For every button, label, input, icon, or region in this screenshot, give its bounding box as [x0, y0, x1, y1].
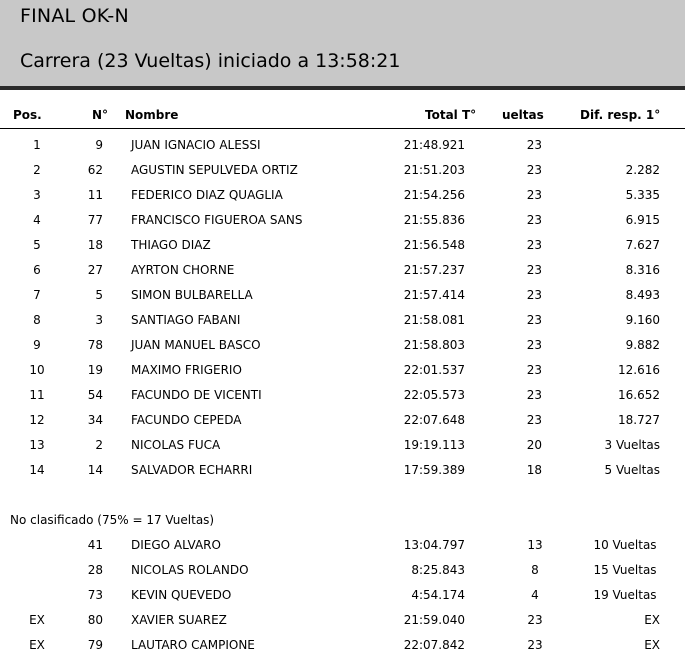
table-row — [0, 263, 685, 288]
table-row — [0, 188, 685, 213]
cell-position: 11 — [29, 388, 45, 402]
cell-laps: 23 — [526, 413, 542, 427]
cell-position: 3 — [33, 188, 41, 202]
cell-driver-name: JUAN MANUEL BASCO — [131, 338, 261, 352]
cell-laps: 23 — [527, 613, 543, 627]
cell-laps: 20 — [526, 438, 542, 452]
cell-total-time: 21:55.836 — [403, 213, 465, 227]
cell-total-time: 4:54.174 — [411, 588, 465, 602]
cell-number: 2 — [95, 438, 103, 452]
cell-laps: 4 — [531, 588, 539, 602]
page-title: FINAL OK-N — [20, 5, 129, 27]
table-row — [0, 338, 685, 363]
cell-laps: 13 — [527, 538, 543, 552]
cell-position: 9 — [33, 338, 41, 352]
cell-position: 5 — [33, 238, 41, 252]
table-row — [0, 363, 685, 388]
cell-laps: 23 — [527, 638, 543, 652]
cell-laps: 23 — [526, 213, 542, 227]
cell-driver-name: SIMON BULBARELLA — [131, 288, 253, 302]
cell-laps: 18 — [526, 463, 542, 477]
cell-driver-name: DIEGO ALVARO — [131, 538, 221, 552]
cell-number: 77 — [87, 213, 103, 227]
table-row — [0, 138, 685, 163]
cell-laps: 23 — [526, 238, 542, 252]
cell-driver-name: LAUTARO CAMPIONE — [131, 638, 255, 652]
cell-number: 41 — [87, 538, 103, 552]
cell-number: 54 — [87, 388, 103, 402]
table-row — [0, 213, 685, 238]
col-diff: Dif. resp. 1° — [580, 108, 661, 122]
cell-total-time: 22:01.537 — [403, 363, 465, 377]
table-row — [0, 463, 685, 488]
col-pos: Pos. — [13, 108, 42, 122]
report-header — [0, 0, 685, 86]
table-row — [0, 163, 685, 188]
cell-laps: 23 — [526, 288, 542, 302]
col-laps: ueltas — [502, 108, 544, 122]
cell-number: 79 — [87, 638, 103, 652]
cell-difference: 18.727 — [618, 413, 660, 427]
cell-number: 18 — [87, 238, 103, 252]
cell-position: 8 — [33, 313, 41, 327]
cell-difference: 16.652 — [618, 388, 660, 402]
cell-laps: 23 — [526, 188, 542, 202]
cell-difference: 3 Vueltas — [604, 438, 660, 452]
unclassified-note: No clasificado (75% = 17 Vueltas) — [10, 513, 215, 527]
cell-total-time: 22:05.573 — [403, 388, 465, 402]
cell-total-time: 21:57.414 — [403, 288, 465, 302]
cell-difference: 5 Vueltas — [604, 463, 660, 477]
cell-number: 73 — [87, 588, 103, 602]
cell-laps: 23 — [526, 313, 542, 327]
table-row — [0, 563, 685, 588]
cell-laps: 8 — [531, 563, 539, 577]
cell-total-time: 21:59.040 — [403, 613, 465, 627]
cell-position: 4 — [33, 213, 41, 227]
cell-total-time: 17:59.389 — [403, 463, 465, 477]
table-row — [0, 638, 685, 663]
cell-total-time: 21:51.203 — [403, 163, 465, 177]
cell-number: 34 — [87, 413, 103, 427]
cell-difference: 9.882 — [625, 338, 660, 352]
cell-driver-name: XAVIER SUAREZ — [131, 613, 227, 627]
cell-driver-name: NICOLAS ROLANDO — [131, 563, 249, 577]
cell-total-time: 22:07.648 — [403, 413, 465, 427]
col-total: Total T° — [425, 108, 477, 122]
cell-difference: 2.282 — [625, 163, 660, 177]
cell-position: 6 — [33, 263, 41, 277]
cell-difference: EX — [644, 638, 660, 652]
cell-total-time: 21:48.921 — [403, 138, 465, 152]
cell-driver-name: KEVIN QUEVEDO — [131, 588, 232, 602]
cell-total-time: 19:19.113 — [403, 438, 465, 452]
cell-number: 78 — [87, 338, 103, 352]
table-row — [0, 613, 685, 638]
cell-driver-name: FACUNDO DE VICENTI — [131, 388, 262, 402]
cell-difference: EX — [644, 613, 660, 627]
table-row — [0, 313, 685, 338]
cell-laps: 23 — [526, 163, 542, 177]
cell-driver-name: FEDERICO DIAZ QUAGLIA — [131, 188, 283, 202]
cell-laps: 23 — [526, 138, 542, 152]
col-num: N° — [92, 108, 109, 122]
cell-total-time: 22:07.842 — [403, 638, 465, 652]
cell-position: 12 — [29, 413, 45, 427]
cell-number: 14 — [87, 463, 103, 477]
cell-number: 3 — [95, 313, 103, 327]
cell-difference: 5.335 — [625, 188, 660, 202]
cell-number: 27 — [87, 263, 103, 277]
cell-position: EX — [29, 613, 45, 627]
cell-difference: 15 Vueltas — [593, 563, 657, 577]
cell-total-time: 21:58.081 — [403, 313, 465, 327]
table-row — [0, 238, 685, 263]
header-divider — [0, 86, 685, 90]
cell-total-time: 21:56.548 — [403, 238, 465, 252]
cell-position: 14 — [29, 463, 45, 477]
table-row — [0, 538, 685, 563]
table-row — [0, 413, 685, 438]
cell-position: 10 — [29, 363, 45, 377]
cell-difference: 7.627 — [625, 238, 660, 252]
cell-difference: 6.915 — [625, 213, 660, 227]
cell-laps: 23 — [526, 363, 542, 377]
cell-driver-name: FACUNDO CEPEDA — [131, 413, 242, 427]
cell-total-time: 21:54.256 — [403, 188, 465, 202]
table-row — [0, 438, 685, 463]
cell-driver-name: SALVADOR ECHARRI — [131, 463, 253, 477]
cell-number: 19 — [87, 363, 103, 377]
cell-number: 62 — [87, 163, 103, 177]
cell-driver-name: JUAN IGNACIO ALESSI — [131, 138, 261, 152]
cell-driver-name: THIAGO DIAZ — [131, 238, 211, 252]
cell-driver-name: AGUSTIN SEPULVEDA ORTIZ — [131, 163, 298, 177]
cell-laps: 23 — [526, 338, 542, 352]
cell-number: 11 — [87, 188, 103, 202]
table-row — [0, 388, 685, 413]
col-name: Nombre — [125, 108, 179, 122]
cell-difference: 12.616 — [618, 363, 660, 377]
cell-number: 28 — [87, 563, 103, 577]
cell-driver-name: MAXIMO FRIGERIO — [131, 363, 242, 377]
cell-position: 1 — [33, 138, 41, 152]
cell-driver-name: FRANCISCO FIGUEROA SANS — [131, 213, 303, 227]
cell-difference: 10 Vueltas — [593, 538, 657, 552]
cell-total-time: 21:58.803 — [403, 338, 465, 352]
cell-difference: 19 Vueltas — [593, 588, 657, 602]
cell-laps: 23 — [526, 388, 542, 402]
cell-number: 5 — [95, 288, 103, 302]
table-row — [0, 288, 685, 313]
cell-laps: 23 — [526, 263, 542, 277]
cell-position: 2 — [33, 163, 41, 177]
cell-position: EX — [29, 638, 45, 652]
cell-total-time: 13:04.797 — [403, 538, 465, 552]
cell-total-time: 21:57.237 — [403, 263, 465, 277]
table-row — [0, 588, 685, 613]
column-divider — [0, 128, 685, 129]
cell-driver-name: AYRTON CHORNE — [131, 263, 235, 277]
cell-difference: 9.160 — [625, 313, 660, 327]
cell-total-time: 8:25.843 — [411, 563, 465, 577]
cell-difference: 8.316 — [625, 263, 660, 277]
cell-number: 9 — [95, 138, 103, 152]
cell-position: 13 — [29, 438, 45, 452]
cell-position: 7 — [33, 288, 41, 302]
cell-number: 80 — [87, 613, 103, 627]
race-subtitle: Carrera (23 Vueltas) iniciado a 13:58:21 — [20, 50, 401, 72]
cell-difference: 8.493 — [625, 288, 660, 302]
cell-driver-name: NICOLAS FUCA — [131, 438, 221, 452]
cell-driver-name: SANTIAGO FABANI — [131, 313, 241, 327]
